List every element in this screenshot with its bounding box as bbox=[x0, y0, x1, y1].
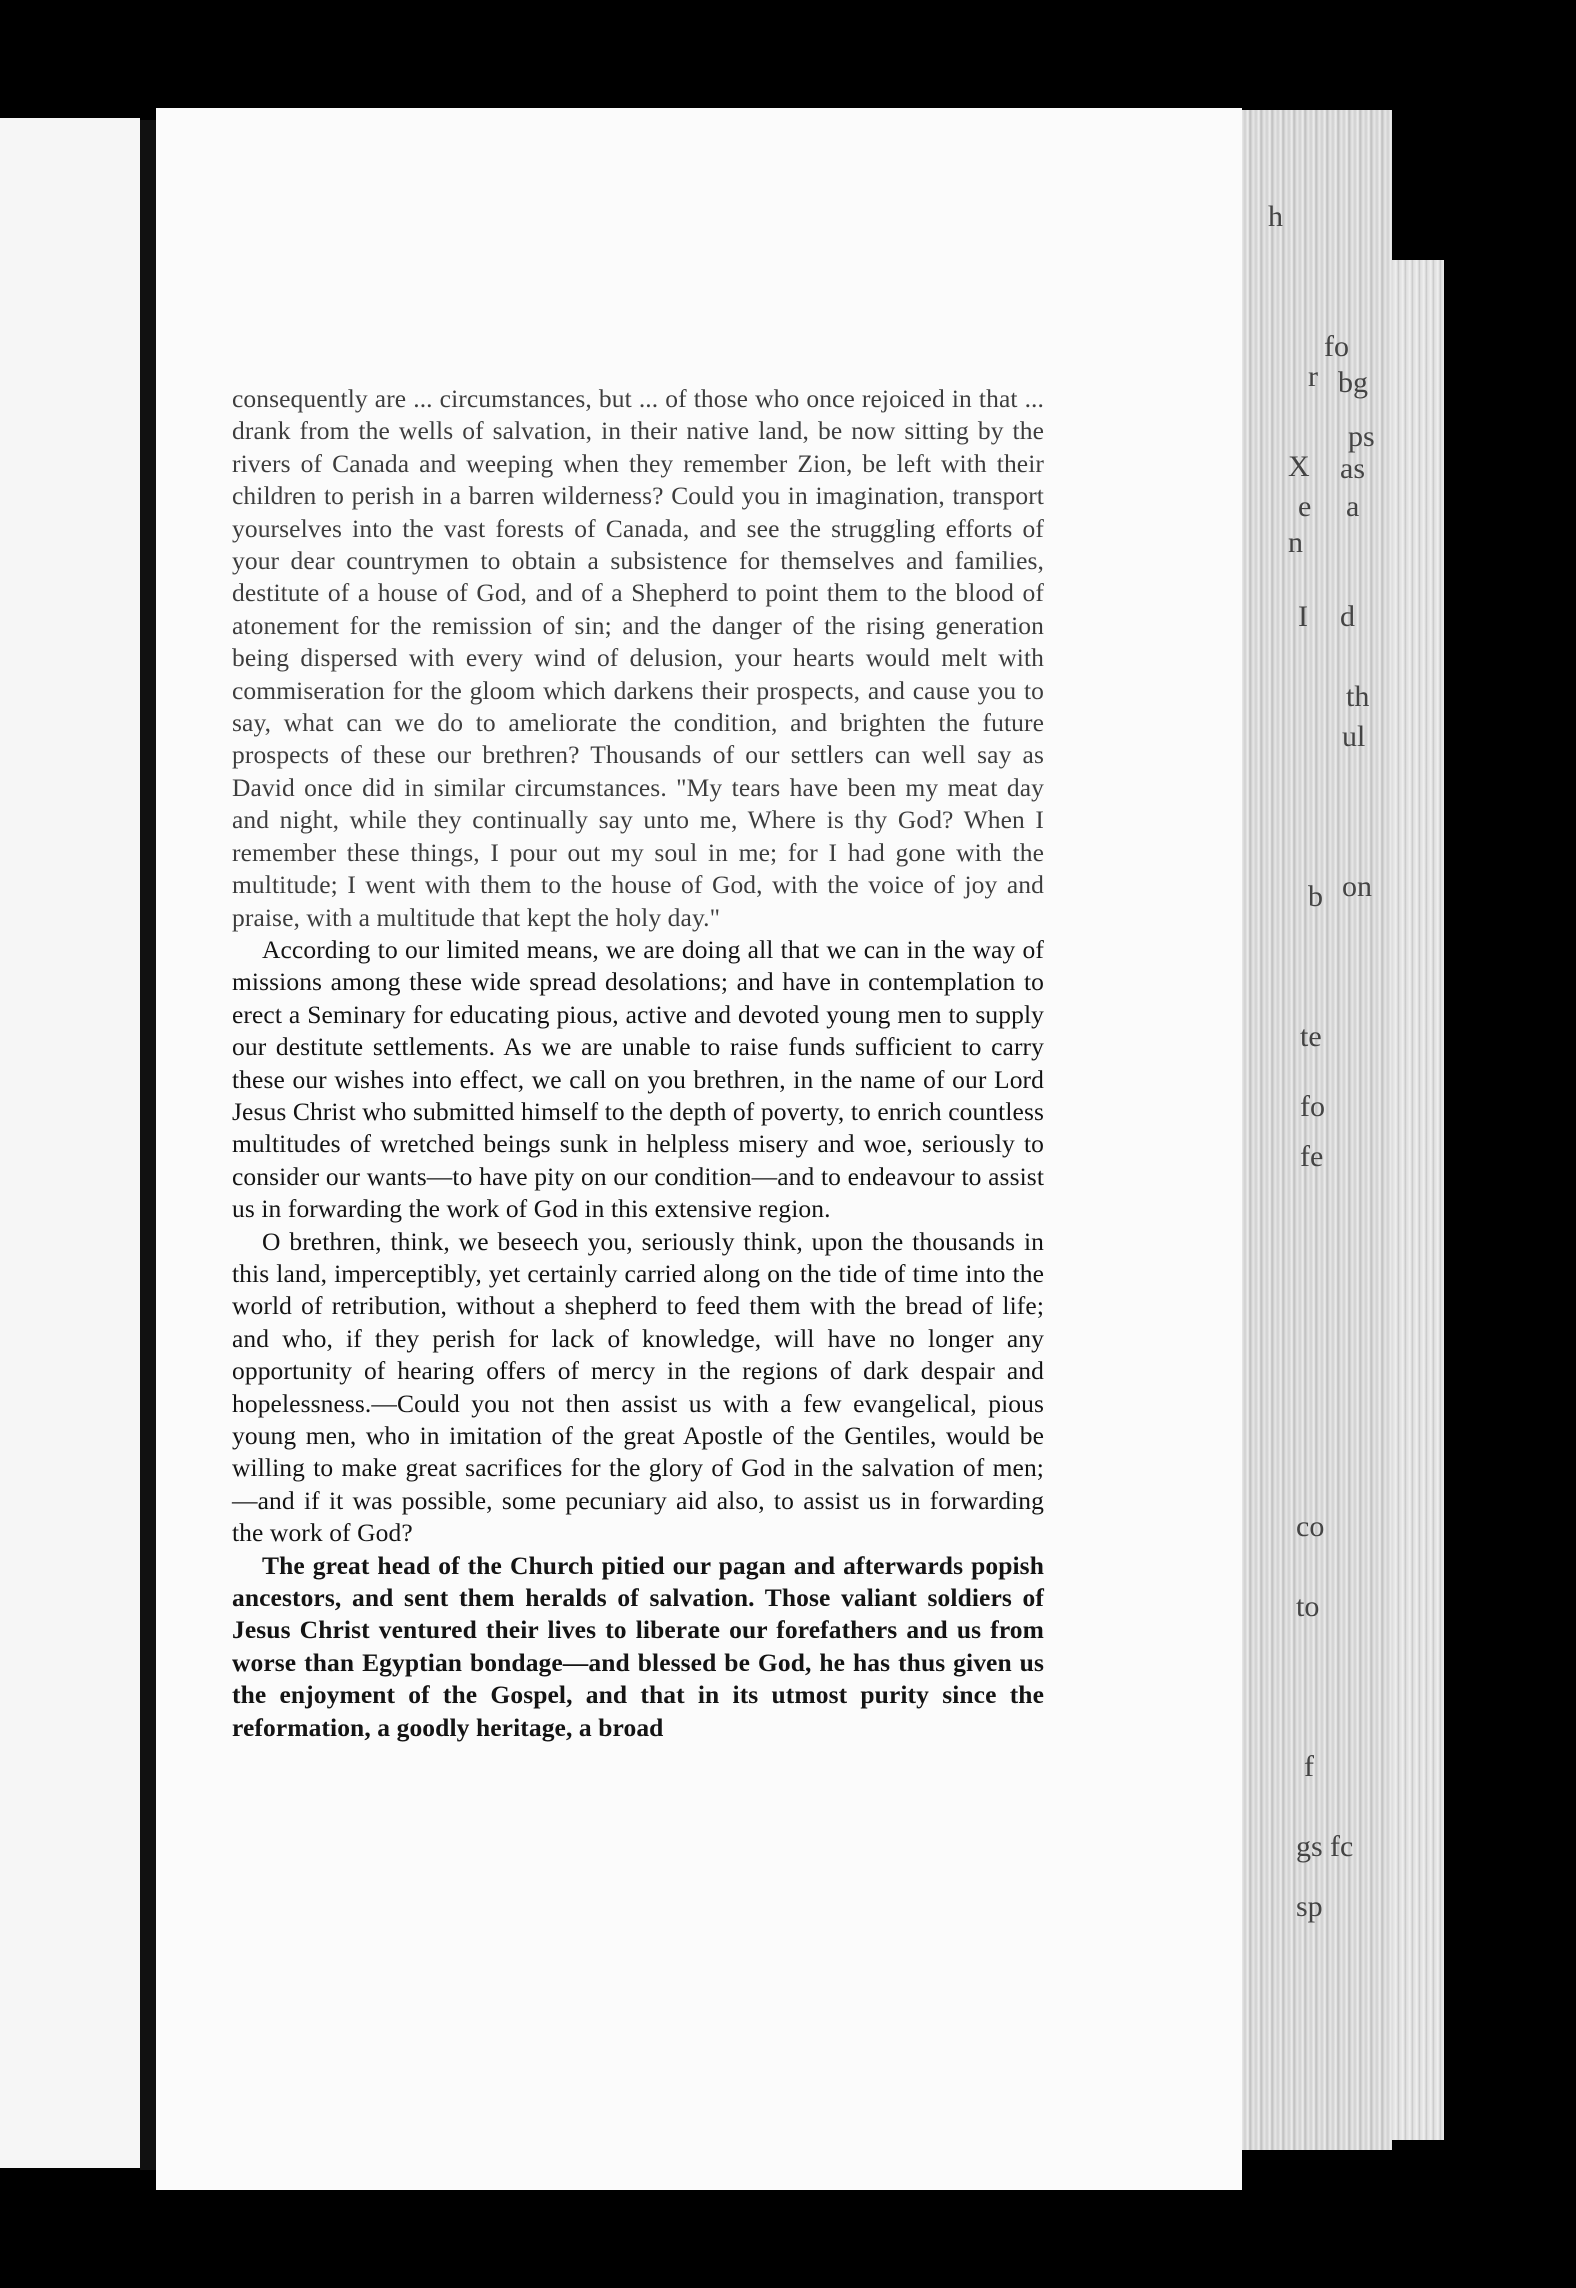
paragraph-continued: consequently are ... circumstances, but ... of those who once rejoiced in that ... drank from the wells of salvation, in their native land, be now sitting by the rivers of Canada and weeping when they remember Zion, be left with their children to perish in a barren wilderness? Could you in imagination, transport yourselves into the vast forests of Canada, and see the struggling efforts of your dear countrymen to obtain a subsistence for themselves and families, destitute of a house of God, and of a Shepherd to point them to the blood of atonement for the remission of sin; and the danger of the rising generation being dispersed with every wind of delusion, your hearts would melt with commiseration for the gloom which darkens their prospects, and cause you to say, what can we do to ameliorate the condition, and brighten the future prospects of these our brethren? Thousands of our settlers can well say as David once did in similar circumstances. "My tears have been my meat day and night, while they continually say unto me, Where is thy God? When I remember these things, I pour out my soul in me; for I had gone with the multitude; I went with them to the house of God, with the voice of joy and praise, with a multitude that kept the holy day." bbox=[232, 384, 1044, 932]
paragraph: The great head of the Church pitied our pagan and afterwards popish ancestors, and sent them heralds of salvation. Those valiant soldiers of Jesus Christ ventured their lives to liberate our forefathers and us from worse than Egyptian bondage—and blessed be God, he has thus given us the enjoyment of the Gospel, and that in its utmost purity since the reformation, a goodly heritage, a broad bbox=[232, 1550, 1044, 1742]
facing-page bbox=[0, 118, 140, 2168]
bleed-through-glyphs: h fo r bg ps X as e a n I d th ul on b te fo fe co to f gs fc sp bbox=[1268, 200, 1375, 1923]
page-edges-back bbox=[1392, 260, 1444, 2140]
body-text bbox=[232, 383, 1044, 1744]
paragraph: O brethren, think, we beseech you, seriously think, upon the thousands in this land, imperceptibly, yet certainly carried along on the tide of time into the world of retribution, without a shepherd to feed them with the bread of life; and who, if they perish for lack of knowledge, will have no longer any opportunity of hearing offers of mercy in the regions of dark despair and hopelessness.—Could you not then assist us with a few evangelical, pious young men, who in imitation of the great Apostle of the Gentiles, would be willing to make great sacrifices for the glory of God in the salvation of men;—and if it was possible, some pecuniary aid also, to assist us in forwarding the work of God? bbox=[232, 1226, 1044, 1548]
book-gutter bbox=[140, 120, 156, 2170]
paragraph: According to our limited means, we are doing all that we can in the way of missions among these wide spread desolations; and have in contemplation to erect a Seminary for educating pious, active and devoted young men to supply our destitute settlements. As we are unable to raise funds sufficient to carry these our wishes into effect, we call on you brethren, in the name of our Lord Jesus Christ who submitted himself to the depth of poverty, to enrich countless multitudes of wretched beings sunk in helpless misery and woe, seriously to consider our wants—to have pity on our condition—and to endeavour to assist us in forwarding the work of God in this extensive region. bbox=[232, 934, 1044, 1224]
